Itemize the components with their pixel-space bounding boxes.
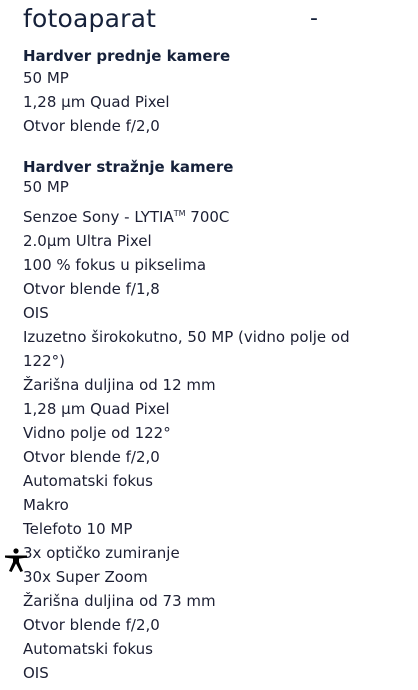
spec-line: 1,28 µm Quad Pixel: [23, 93, 170, 111]
spec-line: OIS: [23, 304, 49, 322]
spec-content: [23, 46, 393, 685]
collapse-toggle[interactable]: -: [310, 6, 318, 31]
section-header[interactable]: [0, 0, 418, 40]
trademark-sup: TM: [173, 209, 186, 218]
accessibility-icon: [3, 547, 29, 573]
spec-line: Žarišna duljina od 73 mm: [23, 592, 216, 610]
spec-line: 50 MP: [23, 178, 69, 196]
spec-line: Otvor blende f/2,0: [23, 616, 160, 634]
sensor-model: 700C: [185, 208, 230, 226]
spec-line: Vidno polje od 122°: [23, 424, 171, 442]
sensor-name: Senzoe Sony - LYTIA: [23, 208, 174, 226]
accessibility-button[interactable]: [3, 547, 29, 573]
spec-line: 100 % fokus u pikselima: [23, 256, 207, 274]
spec-line: 1,28 µm Quad Pixel: [23, 400, 170, 418]
spec-line: Telefoto 10 MP: [23, 520, 133, 538]
rear-camera-title: Hardver stražnje kamere: [23, 158, 234, 176]
spec-line: Automatski fokus: [23, 640, 153, 658]
spec-line: 2.0µm Ultra Pixel: [23, 232, 152, 250]
spec-line: 50 MP: [23, 69, 69, 87]
spec-line: Otvor blende f/2,0: [23, 448, 160, 466]
spec-line: OIS: [23, 664, 49, 682]
spec-line: Izuzetno širokokutno, 50 MP (vidno polje od 122°): [23, 328, 350, 370]
front-camera-group: [23, 46, 393, 138]
spec-line: Makro: [23, 496, 69, 514]
front-camera-title: Hardver prednje kamere: [23, 47, 231, 65]
section-title: fotoaparat: [23, 4, 157, 33]
spec-line: 30x Super Zoom: [23, 568, 148, 586]
spec-line: 3x optičko zumiranje: [23, 544, 180, 562]
spec-line: Žarišna duljina od 12 mm: [23, 376, 216, 394]
spec-line: Otvor blende f/1,8: [23, 280, 160, 298]
spec-line: Automatski fokus: [23, 472, 153, 490]
sensor-line: [23, 205, 393, 229]
spec-line: Otvor blende f/2,0: [23, 117, 160, 135]
rear-camera-group: [23, 157, 393, 685]
